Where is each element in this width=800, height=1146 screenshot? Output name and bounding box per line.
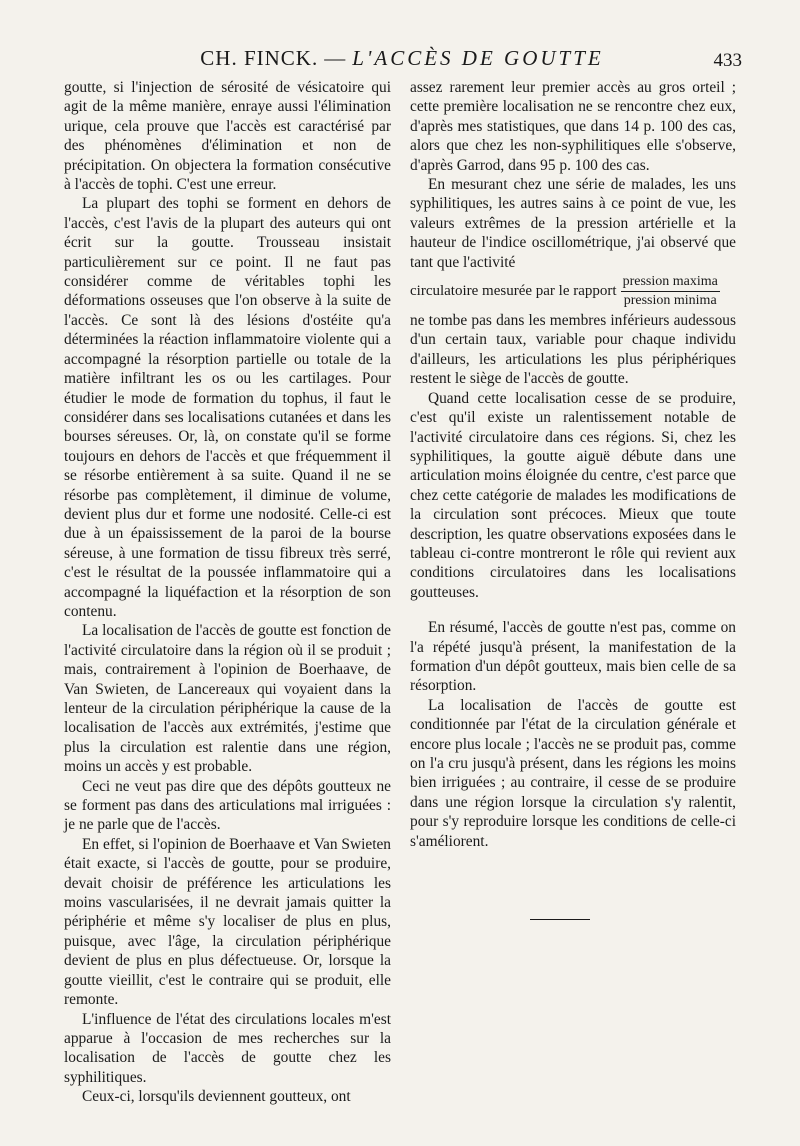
page-header (62, 40, 742, 76)
paragraph: Ceci ne veut pas dire que des dépôts goutteux ne se forment pas dans des articulations mal irriguées : je ne parle que de l'accès. (64, 777, 391, 834)
author-name: CH. FINCK. (200, 46, 319, 70)
paragraph: Quand cette localisation cesse de se produire, c'est qu'il existe un ralentissement notable de l'activité circulatoire dans ces régions. Si, chez les syphilitiques, la goutte aiguë débute dans une articulation moins éloignée du centre, c'est parce que chez cette catégorie de malades les modifications de la circulation sont précoces. Mieux que toute description, les quatre observations exposées dans le tableau ci-contre montreront le rôle qui revient aux conditions circulatoires dans les localisations goutteuses. (410, 389, 736, 601)
header-separator: — (324, 46, 347, 70)
paragraph: La localisation de l'accès de goutte est conditionnée par l'état de la circulation générale et encore plus locale ; l'accès ne se produit pas, comme on l'a cru jusqu'à présent, dans les régions les moins bien irriguées ; au contraire, il cesse de se produire dans une région lorsque la circulation s'y ralentit, pour s'y reproduire lorsque les conditions de celle-ci s'améliorent. (410, 696, 736, 850)
fraction-denominator: pression minima (623, 293, 717, 309)
formula-prefix: circulatoire mesurée par le rapport (410, 282, 617, 299)
paragraph: assez rarement leur premier accès au gros orteil ; cette première localisation ne se rencontre chez eux, d'après mes statistiques, que dans 14 p. 100 des cas, alors que chez les non-syphilitiques elle s'observe, d'après Garrod, dans 95 p. 100 des cas. (410, 79, 736, 174)
paragraph: ne tombe pas dans les membres inférieurs audessous d'un certain taux, variable pour chaque individu d'ailleurs, les articulations les plus périphériques restent le siège de l'accès de goutte. (410, 312, 736, 388)
fraction-numerator: pression maxima (621, 274, 720, 292)
left-column (64, 78, 391, 1107)
end-rule (530, 919, 590, 920)
paragraph: goutte, si l'injection de sérosité de vésicatoire qui agit de la même manière, enraye aussi l'élimination urique, cela prouve que l'accès est caractérisé par des phénomènes d'élimination et non de précipitation. On objectera la formation consécutive à l'accès de tophi. C'est une erreur. (64, 79, 391, 194)
paragraph: La plupart des tophi se forment en dehors de l'accès, c'est l'avis de la plupart des auteurs qui ont écrit sur la goutte. Trousseau insistait particulièrement sur ce point. Il ne faut pas considérer comme de véritables tophi les déformations osseuses que l'on observe à la suite de l'accès. Ce sont là des lésions d'ostéite qu'a déterminées la réaction inflammatoire violente qui a accompagné la résorption partielle ou totale de la matière infiltrant les os ou les cartilages. Pour étudier le mode de formation du tophus, il faut le considérer dans ses localisations cutanées et dans les bourses séreuses. Or, là, on constate qu'il se forme toujours en dehors de l'accès et que fréquemment il se résorbe entièrement à sa suite. Quand il ne se résorbe pas complètement, il diminue de volume, devient plus dur et forme une nodosité. Celle-ci est due à un épaississement de la paroi de la bourse séreuse, à une formation de tissu fibreux très serré, c'est le résultat de la poussée inflammatoire qui a accompagné la liquéfaction et la résorption de son contenu. (64, 195, 391, 620)
paragraph: La localisation de l'accès de goutte est fonction de l'activité circulatoire dans la région où il se produit ; mais, contrairement à l'opinion de Boerhaave, de Van Swieten, de Lancereaux qui voyaient dans la lenteur de la circulation périphérique la cause de la localisation de l'accès aux extrémités, j'estime que plus la circulation est ralentie dans une région, moins un accès y est probable. (64, 622, 391, 776)
running-title: L'ACCÈS DE GOUTTE (352, 46, 604, 70)
paragraph: En résumé, l'accès de goutte n'est pas, comme on l'a répété jusqu'à présent, la manifestation de la formation d'un dépôt goutteux, mais bien celle de sa résorption. (410, 619, 736, 695)
paragraph: En mesurant chez une série de malades, les uns syphilitiques, les autres sains à ce point de vue, les valeurs extrêmes de la pression artérielle et la hauteur de l'indice oscillométrique, j'ai observé que tant que l'activité (410, 176, 736, 271)
right-column (410, 78, 736, 851)
paragraph: En effet, si l'opinion de Boerhaave et Van Swieten était exacte, si l'accès de goutte, pour se produire, devait choisir de préférence les articulations les moins vascularisées, il ne devrait jamais quitter la périphérie et même s'y localiser de plus en plus, puisque, avec l'âge, la circulation périphérique devient de plus en plus défectueuse. Or, lorsque la goutte vieillit, c'est le contraire qui se produit, elle remonte. (64, 835, 391, 1009)
paragraph: Ceux-ci, lorsqu'ils deviennent goutteux, ont (82, 1088, 351, 1106)
fraction (621, 274, 720, 309)
pressure-ratio-formula (410, 274, 736, 309)
page-number: 433 (713, 50, 742, 71)
running-head (62, 46, 742, 71)
paragraph: L'influence de l'état des circulations locales m'est apparue à l'occasion de mes recherches sur la localisation de l'accès de goutte chez les syphilitiques. (64, 1010, 391, 1086)
